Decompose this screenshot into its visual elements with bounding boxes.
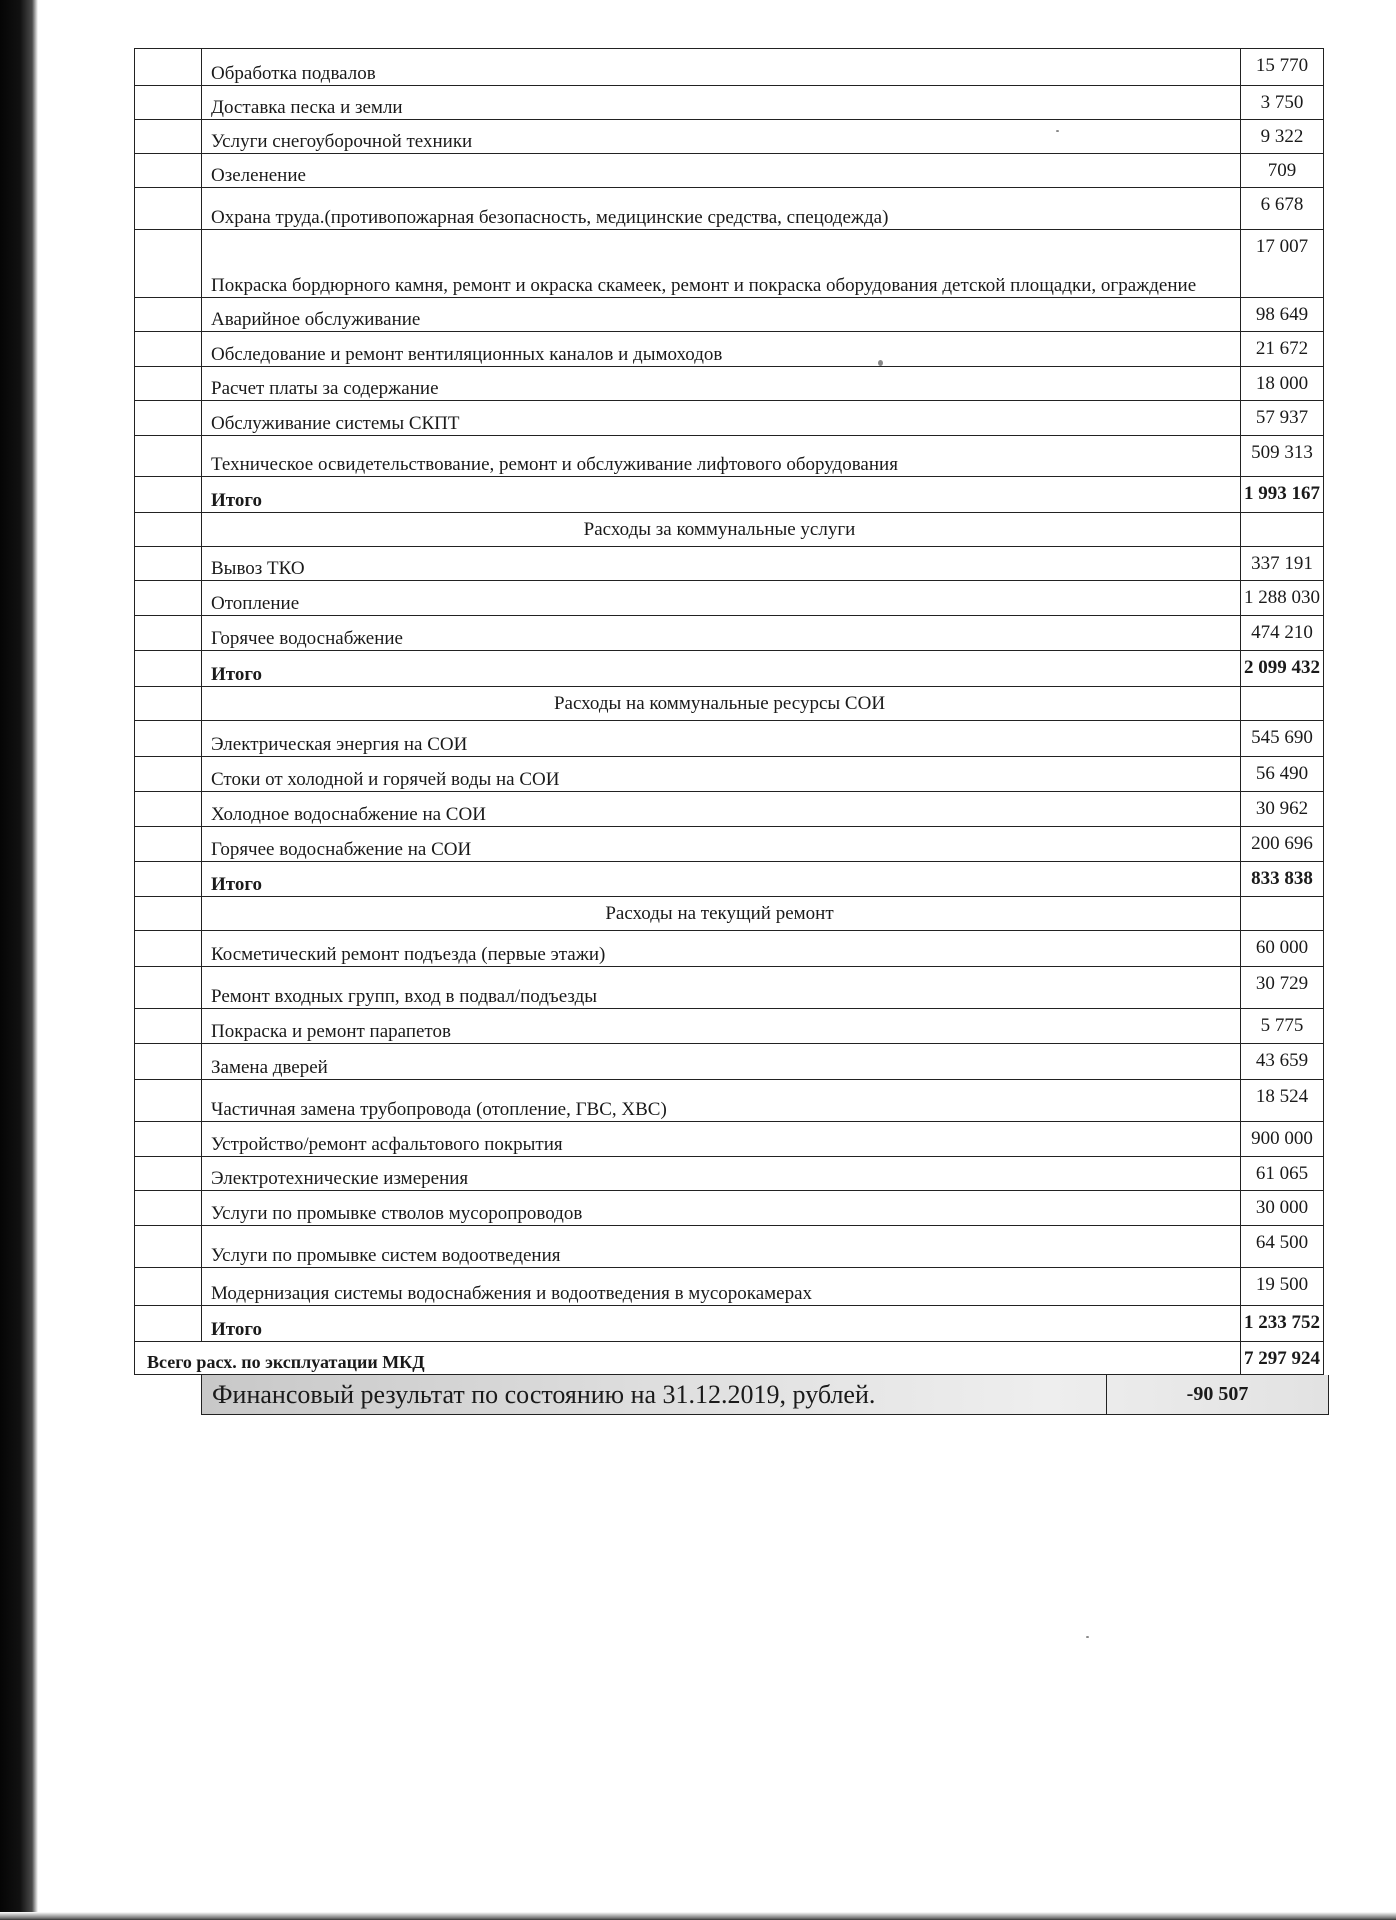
row-label: Обработка подвалов: [201, 49, 1241, 85]
table-row: [134, 48, 1324, 86]
row-label: Итого: [201, 477, 1241, 512]
row-number-cell: [135, 436, 202, 476]
table-row: [134, 1268, 1324, 1306]
row-amount: [1241, 687, 1323, 720]
row-number-cell: [135, 687, 202, 720]
row-number-cell: [135, 477, 202, 512]
table-row: [134, 1044, 1324, 1080]
table-row: [134, 436, 1324, 477]
row-amount: 2 099 432: [1244, 657, 1320, 678]
row-label: Аварийное обслуживание: [201, 298, 1241, 331]
row-amount: 5 775: [1260, 1015, 1304, 1036]
table-row: [134, 86, 1324, 120]
row-label: Частичная замена трубопровода (отопление, ГВС, ХВС): [201, 1080, 1241, 1121]
subtotal-row: [134, 477, 1324, 513]
row-amount: 30 729: [1255, 973, 1309, 994]
table-row: [134, 230, 1324, 298]
row-label: Итого: [201, 1306, 1241, 1341]
row-label: Расходы за коммунальные услуги: [201, 513, 1241, 546]
table-row: [134, 581, 1324, 616]
row-number-cell: [135, 230, 202, 297]
row-amount: 1 288 030: [1244, 587, 1320, 608]
row-amount: 64 500: [1255, 1232, 1309, 1253]
table-row: [134, 1122, 1324, 1157]
row-amount: 1 993 167: [1244, 483, 1320, 504]
row-label: Покраска и ремонт парапетов: [201, 1009, 1241, 1043]
row-amount: 7 297 924: [1244, 1348, 1320, 1369]
row-number-cell: [135, 298, 202, 331]
subtotal-row: [134, 1306, 1324, 1342]
row-label: Итого: [201, 651, 1241, 686]
row-amount: 30 962: [1255, 798, 1309, 819]
row-amount: 337 191: [1251, 553, 1313, 574]
row-label: Ремонт входных групп, вход в подвал/подъезды: [201, 967, 1241, 1008]
row-number-cell: [135, 1009, 202, 1043]
row-number-cell: [135, 1044, 202, 1079]
row-number-cell: [135, 332, 202, 366]
row-number-cell: [135, 721, 202, 756]
row-number-cell: [135, 1122, 202, 1156]
row-label: Расходы на коммунальные ресурсы СОИ: [201, 687, 1241, 720]
table-row: [134, 967, 1324, 1009]
row-label: Охрана труда.(противопожарная безопасность, медицинские средства, спецодежда): [201, 188, 1241, 229]
row-number-cell: [135, 931, 202, 966]
row-label: Техническое освидетельствование, ремонт и обслуживание лифтового оборудования: [201, 436, 1241, 476]
table-row: [134, 827, 1324, 862]
row-amount: 3 750: [1260, 92, 1304, 113]
row-label: Итого: [201, 862, 1241, 896]
row-label: Вывоз ТКО: [201, 547, 1241, 580]
row-label: Обследование и ремонт вентиляционных каналов и дымоходов: [201, 332, 1241, 366]
row-label: Озеленение: [201, 154, 1241, 187]
subtotal-row: [134, 862, 1324, 897]
row-number-cell: [135, 367, 202, 400]
row-number-cell: [135, 792, 202, 826]
row-number-cell: [135, 616, 202, 650]
row-label: Холодное водоснабжение на СОИ: [201, 792, 1241, 826]
scan-edge-left: [0, 0, 38, 1920]
row-label: Устройство/ремонт асфальтового покрытия: [201, 1122, 1241, 1156]
row-label: Услуги по промывке стволов мусоропроводов: [201, 1191, 1241, 1225]
financial-result-label: Финансовый результат по состоянию на 31.12.2019, рублей.: [212, 1379, 876, 1409]
row-number-cell: [135, 1191, 202, 1225]
row-number-cell: [135, 1080, 202, 1121]
row-number-cell: [135, 862, 202, 896]
row-amount: 545 690: [1251, 727, 1313, 748]
table-row: [134, 401, 1324, 436]
scan-speck: [1086, 1636, 1089, 1638]
row-label: Стоки от холодной и горячей воды на СОИ: [201, 757, 1241, 791]
table-row: [134, 188, 1324, 230]
row-amount: 15 770: [1255, 55, 1309, 76]
row-amount: 9 322: [1260, 126, 1304, 147]
scan-edge-bottom: [0, 1912, 1396, 1920]
row-label: Электротехнические измерения: [201, 1157, 1241, 1190]
row-amount: 98 649: [1255, 304, 1309, 325]
subtotal-row: [134, 651, 1324, 687]
section-heading-row: [134, 897, 1324, 931]
row-amount: 200 696: [1251, 833, 1313, 854]
row-amount: 18 000: [1255, 373, 1309, 394]
row-number-cell: [135, 49, 202, 85]
row-label: Обслуживание системы СКПТ: [201, 401, 1241, 435]
row-amount: 709: [1267, 160, 1297, 181]
row-label: Покраска бордюрного камня, ремонт и окраска скамеек, ремонт и покраска оборудования детской площадки, ограждение: [201, 230, 1241, 297]
row-label: Расчет платы за содержание: [201, 367, 1241, 400]
row-number-cell: [135, 581, 202, 615]
row-label: Отопление: [201, 581, 1241, 615]
row-label: Услуги по промывке систем водоотведения: [201, 1226, 1241, 1267]
row-amount: 509 313: [1251, 442, 1313, 463]
row-label: Доставка песка и земли: [201, 86, 1241, 119]
table-row: [134, 1009, 1324, 1044]
financial-result-row: [201, 1375, 1329, 1415]
row-number-cell: [135, 188, 202, 229]
row-number-cell: [135, 401, 202, 435]
table-row: [134, 757, 1324, 792]
row-number-cell: [135, 1268, 202, 1305]
row-label: Косметический ремонт подъезда (первые этажи): [201, 931, 1241, 966]
row-label: Горячее водоснабжение на СОИ: [201, 827, 1241, 861]
section-heading-row: [134, 687, 1324, 721]
row-label: Всего расх. по эксплуатации МКД: [135, 1342, 1241, 1374]
row-amount: 6 678: [1260, 194, 1304, 215]
table-row: [134, 931, 1324, 967]
row-label: Услуги снегоуборочной техники: [201, 120, 1241, 153]
row-number-cell: [135, 827, 202, 861]
table-row: [134, 120, 1324, 154]
table-row: [134, 1226, 1324, 1268]
financial-result-value: -90 507: [1106, 1375, 1328, 1414]
table-row: [134, 721, 1324, 757]
row-number-cell: [135, 547, 202, 580]
row-amount: 60 000: [1255, 937, 1309, 958]
row-number-cell: [135, 1226, 202, 1267]
table-row: [134, 298, 1324, 332]
row-amount: 1 233 752: [1244, 1312, 1320, 1333]
row-amount: 900 000: [1251, 1128, 1313, 1149]
grand-total-row: [134, 1342, 1324, 1375]
row-amount: 30 000: [1255, 1197, 1309, 1218]
table-row: [134, 332, 1324, 367]
row-number-cell: [135, 897, 202, 930]
row-amount: 474 210: [1251, 622, 1313, 643]
row-number-cell: [135, 1157, 202, 1190]
table-row: [134, 792, 1324, 827]
row-amount: [1241, 513, 1323, 546]
row-number-cell: [135, 86, 202, 119]
row-number-cell: [135, 154, 202, 187]
row-number-cell: [135, 513, 202, 546]
table-row: [134, 1157, 1324, 1191]
row-amount: [1241, 897, 1323, 930]
table-row: [134, 1080, 1324, 1122]
row-amount: 61 065: [1255, 1163, 1309, 1184]
row-amount: 43 659: [1255, 1050, 1309, 1071]
table-row: [134, 547, 1324, 581]
row-label: Расходы на текущий ремонт: [201, 897, 1241, 930]
row-amount: 833 838: [1251, 868, 1313, 889]
row-label: Горячее водоснабжение: [201, 616, 1241, 650]
section-heading-row: [134, 513, 1324, 547]
row-number-cell: [135, 1306, 202, 1341]
row-amount: 56 490: [1255, 763, 1309, 784]
table-row: [134, 154, 1324, 188]
table-row: [134, 1191, 1324, 1226]
table-row: [134, 367, 1324, 401]
row-amount: 18 524: [1255, 1086, 1309, 1107]
row-number-cell: [135, 967, 202, 1008]
row-amount: 57 937: [1255, 407, 1309, 428]
row-amount: 21 672: [1255, 338, 1309, 359]
row-label: Замена дверей: [201, 1044, 1241, 1079]
row-amount: 17 007: [1255, 236, 1309, 257]
row-number-cell: [135, 651, 202, 686]
row-number-cell: [135, 757, 202, 791]
row-amount: 19 500: [1255, 1274, 1309, 1295]
row-label: Электрическая энергия на СОИ: [201, 721, 1241, 756]
row-number-cell: [135, 120, 202, 153]
table-row: [134, 616, 1324, 651]
row-label: Модернизация системы водоснабжения и водоотведения в мусорокамерах: [201, 1268, 1241, 1305]
